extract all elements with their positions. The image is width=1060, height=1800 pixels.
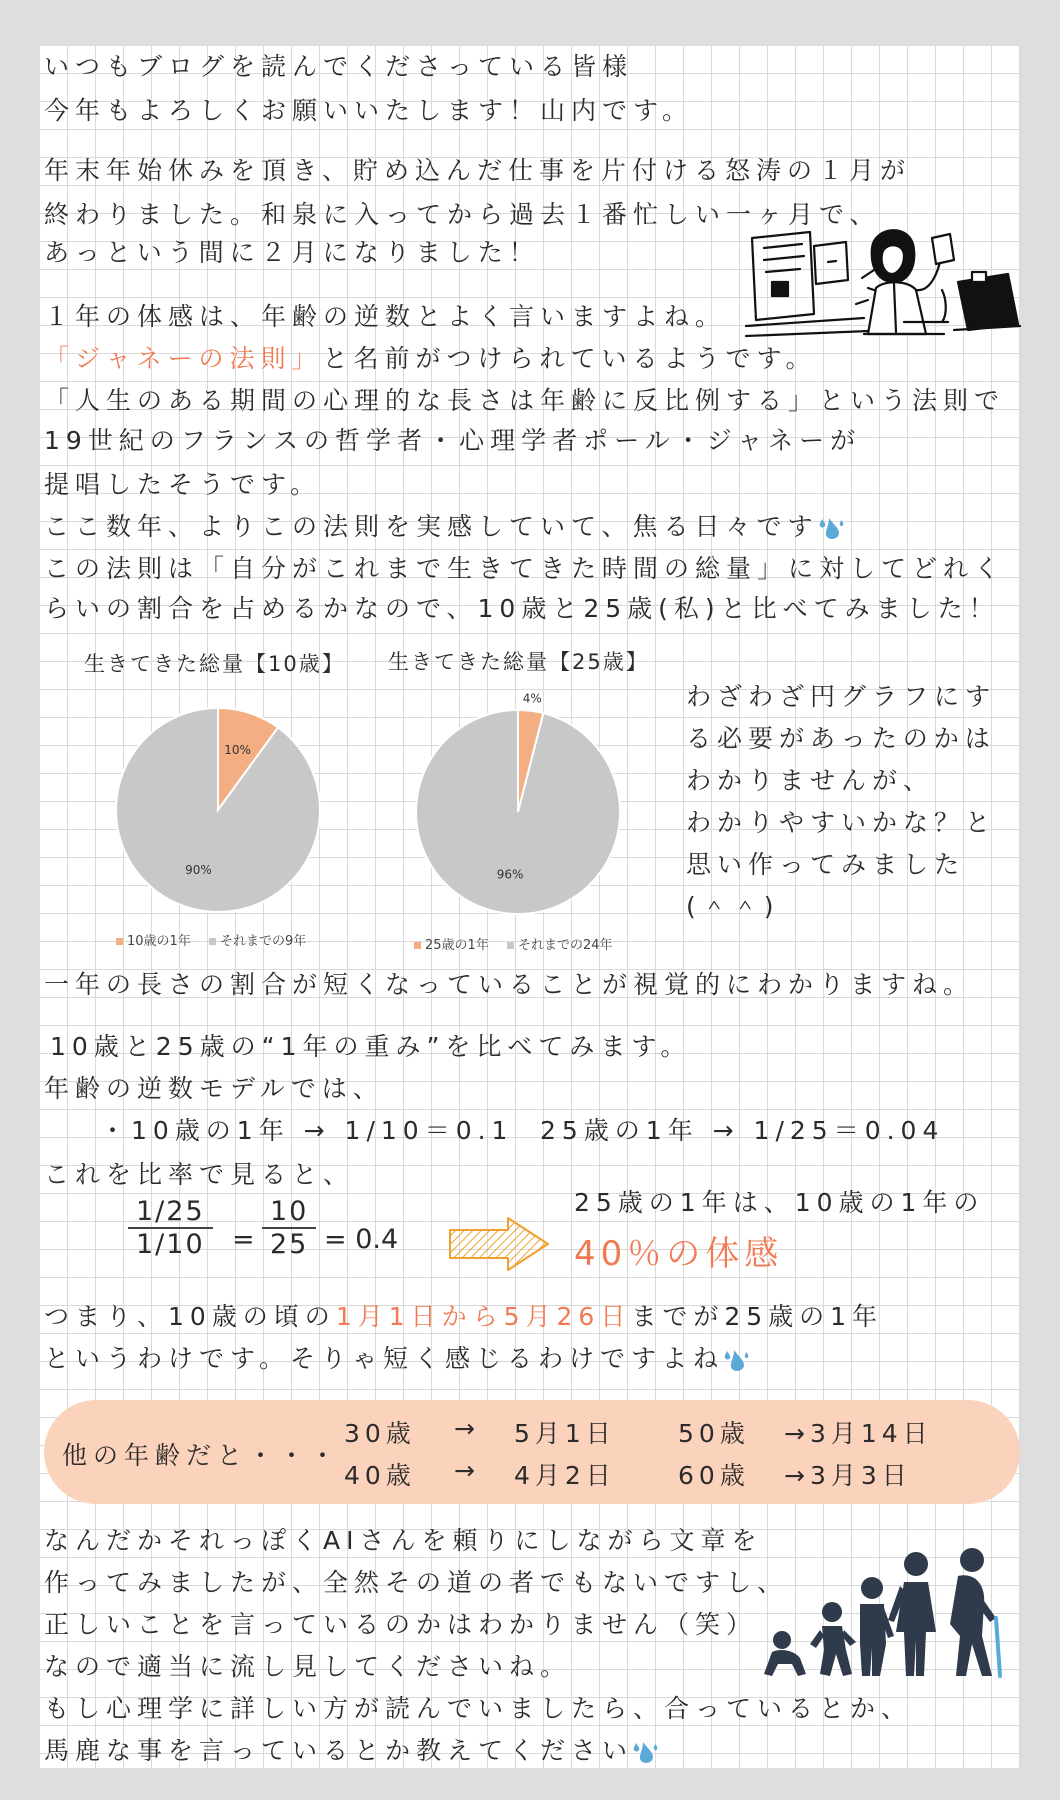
legend-swatch <box>209 938 216 945</box>
arrow-cell: → <box>454 1414 480 1443</box>
body-line <box>44 506 845 548</box>
legend-swatch <box>414 942 421 949</box>
age-cell: 60歳 <box>678 1461 750 1490</box>
side-note-line: (＾＾) <box>686 892 780 921</box>
fraction-numerator: 1/25 <box>136 1196 205 1227</box>
fraction-1 <box>128 1196 213 1260</box>
side-note <box>686 676 996 928</box>
legend-swatch <box>507 942 514 949</box>
body-line <box>44 1730 659 1772</box>
body-line: 作ってみましたが、全然その道の者でもないですし、 <box>44 1568 789 1597</box>
chart-legend-25 <box>414 934 613 953</box>
pie-slice-label: 96% <box>496 867 524 882</box>
body-line: あっという間に２月になりました！ <box>44 238 540 267</box>
pie-slice <box>116 708 320 912</box>
date-cell: 5月1日 <box>514 1419 616 1448</box>
body-line: 19世紀のフランスの哲学者・心理学者ポール・ジャネーが <box>44 426 862 455</box>
pie-slice-label: 4% <box>522 691 542 706</box>
chart-title-10: 生きてきた総量【10歳】 <box>84 652 345 676</box>
result-line: 25歳の1年は、10歳の1年の <box>574 1188 985 1217</box>
body-line <box>44 1296 883 1338</box>
legend-label: それまでの9年 <box>219 934 307 949</box>
summary-line: 一年の長さの割合が短くなっていることが視覚的にわかりますね。 <box>44 970 975 999</box>
body-line: １年の体感は、年齢の逆数とよく言いますよね。 <box>44 302 727 331</box>
pie-slice-label: 90% <box>185 863 212 878</box>
body-text: ここ数年、よりこの法則を実感していて、焦る日々です <box>44 512 819 541</box>
body-line: なんだかそれっぽくAIさんを頼りにしながら文章を <box>44 1526 763 1555</box>
result-highlight: 40％の体感 <box>574 1234 784 1274</box>
side-note-line: わかりやすいかな？と <box>686 808 997 837</box>
legend-label: 25歳の1年 <box>425 938 489 953</box>
body-text: までが25歳の1年 <box>631 1302 884 1331</box>
arrow-cell: → <box>454 1456 480 1485</box>
body-text: つまり、10歳の頃の <box>44 1302 336 1331</box>
body-line: 終わりました。和泉に入ってから過去１番忙しい一ヶ月で、 <box>44 200 881 229</box>
sweat-drops-icon <box>819 516 845 540</box>
sweat-drops-icon <box>724 1348 750 1372</box>
bullet-25: 25歳の1年 → 1/25＝0.04 <box>540 1116 945 1145</box>
busy-worker-illustration <box>744 218 1022 348</box>
pie-slice-label: 10% <box>224 742 251 757</box>
body-line: これを比率で見ると、 <box>44 1160 355 1189</box>
body-text: と名前がつけられているようです。 <box>322 344 817 373</box>
fraction-2 <box>262 1196 316 1260</box>
janet-law-highlight: 「ジャネーの法則」 <box>44 344 323 373</box>
body-line: 「人生のある期間の心理的な長さは年齢に反比例する」という法則で <box>44 386 1006 415</box>
date-cell: →3月14日 <box>784 1419 933 1448</box>
date-cell: →3月3日 <box>784 1461 912 1490</box>
body-line: もし心理学に詳しい方が読んでいましたら、合っているとか、 <box>44 1694 913 1723</box>
chart-legend-10 <box>116 930 306 949</box>
body-line: 年末年始休みを頂き、貯め込んだ仕事を片付ける怒涛の１月が <box>44 156 912 185</box>
legend-item <box>507 938 613 953</box>
date-cell: 4月2日 <box>514 1461 616 1490</box>
side-note-line: わざわざ円グラフにす <box>686 682 997 711</box>
ratio-result: = 0.4 <box>324 1224 399 1255</box>
body-line: この法則は「自分がこれまで生きてきた時間の総量」に対してどれく <box>44 554 1006 583</box>
fraction-denominator: 25 <box>262 1227 316 1260</box>
legend-item <box>116 934 191 949</box>
pie-slice <box>416 710 620 914</box>
legend-swatch <box>116 938 123 945</box>
greeting-line: 今年もよろしくお願いいたします！山内です。 <box>44 96 694 125</box>
sweat-drops-icon <box>633 1740 659 1764</box>
body-text: 馬鹿な事を言っているとか教えてください <box>44 1736 634 1765</box>
body-line: なので適当に流し見してくださいね。 <box>44 1652 572 1681</box>
pie-chart-25 <box>408 691 628 922</box>
body-line: 提唱したそうです。 <box>44 470 322 499</box>
fraction-numerator: 10 <box>270 1196 309 1227</box>
bullet-10: ・10歳の1年 → 1/10＝0.1 <box>100 1116 514 1145</box>
legend-label: それまでの24年 <box>517 938 613 953</box>
date-range-highlight: 1月1日から5月26日 <box>335 1302 632 1331</box>
age-cell: 50歳 <box>678 1419 750 1448</box>
age-cell: 40歳 <box>344 1461 416 1490</box>
body-text: というわけです。そりゃ短く感じるわけですよね <box>44 1344 725 1373</box>
greeting-line: いつもブログを読んでくださっている皆様 <box>44 52 634 81</box>
body-line: 年齢の逆数モデルでは、 <box>44 1074 384 1103</box>
legend-item <box>209 934 306 949</box>
life-stages-icon <box>760 1540 1010 1680</box>
other-ages-label: 他の年齢だと・・・ <box>62 1441 342 1470</box>
body-line <box>44 338 817 380</box>
equals-sign: = <box>232 1224 255 1255</box>
right-arrow-icon <box>446 1214 552 1274</box>
chart-title-25: 生きてきた総量【25歳】 <box>388 650 649 674</box>
legend-item <box>414 938 489 953</box>
side-note-line: わかりませんが、 <box>686 766 935 795</box>
body-line <box>44 1338 750 1380</box>
body-line: 10歳と25歳の“1年の重み”を比べてみます。 <box>50 1032 692 1061</box>
side-note-line: 思い作ってみました <box>686 850 966 879</box>
age-cell: 30歳 <box>344 1419 416 1448</box>
fraction-denominator: 1/10 <box>128 1227 213 1260</box>
pie-chart-10 <box>108 700 328 920</box>
legend-label: 10歳の1年 <box>127 934 191 949</box>
side-note-line: る必要があったのかは <box>686 724 996 753</box>
body-line: らいの割合を占めるかなので、10歳と25歳(私)と比べてみました！ <box>44 594 1000 623</box>
body-line: 正しいことを言っているのかはわかりません（笑） <box>44 1610 758 1639</box>
